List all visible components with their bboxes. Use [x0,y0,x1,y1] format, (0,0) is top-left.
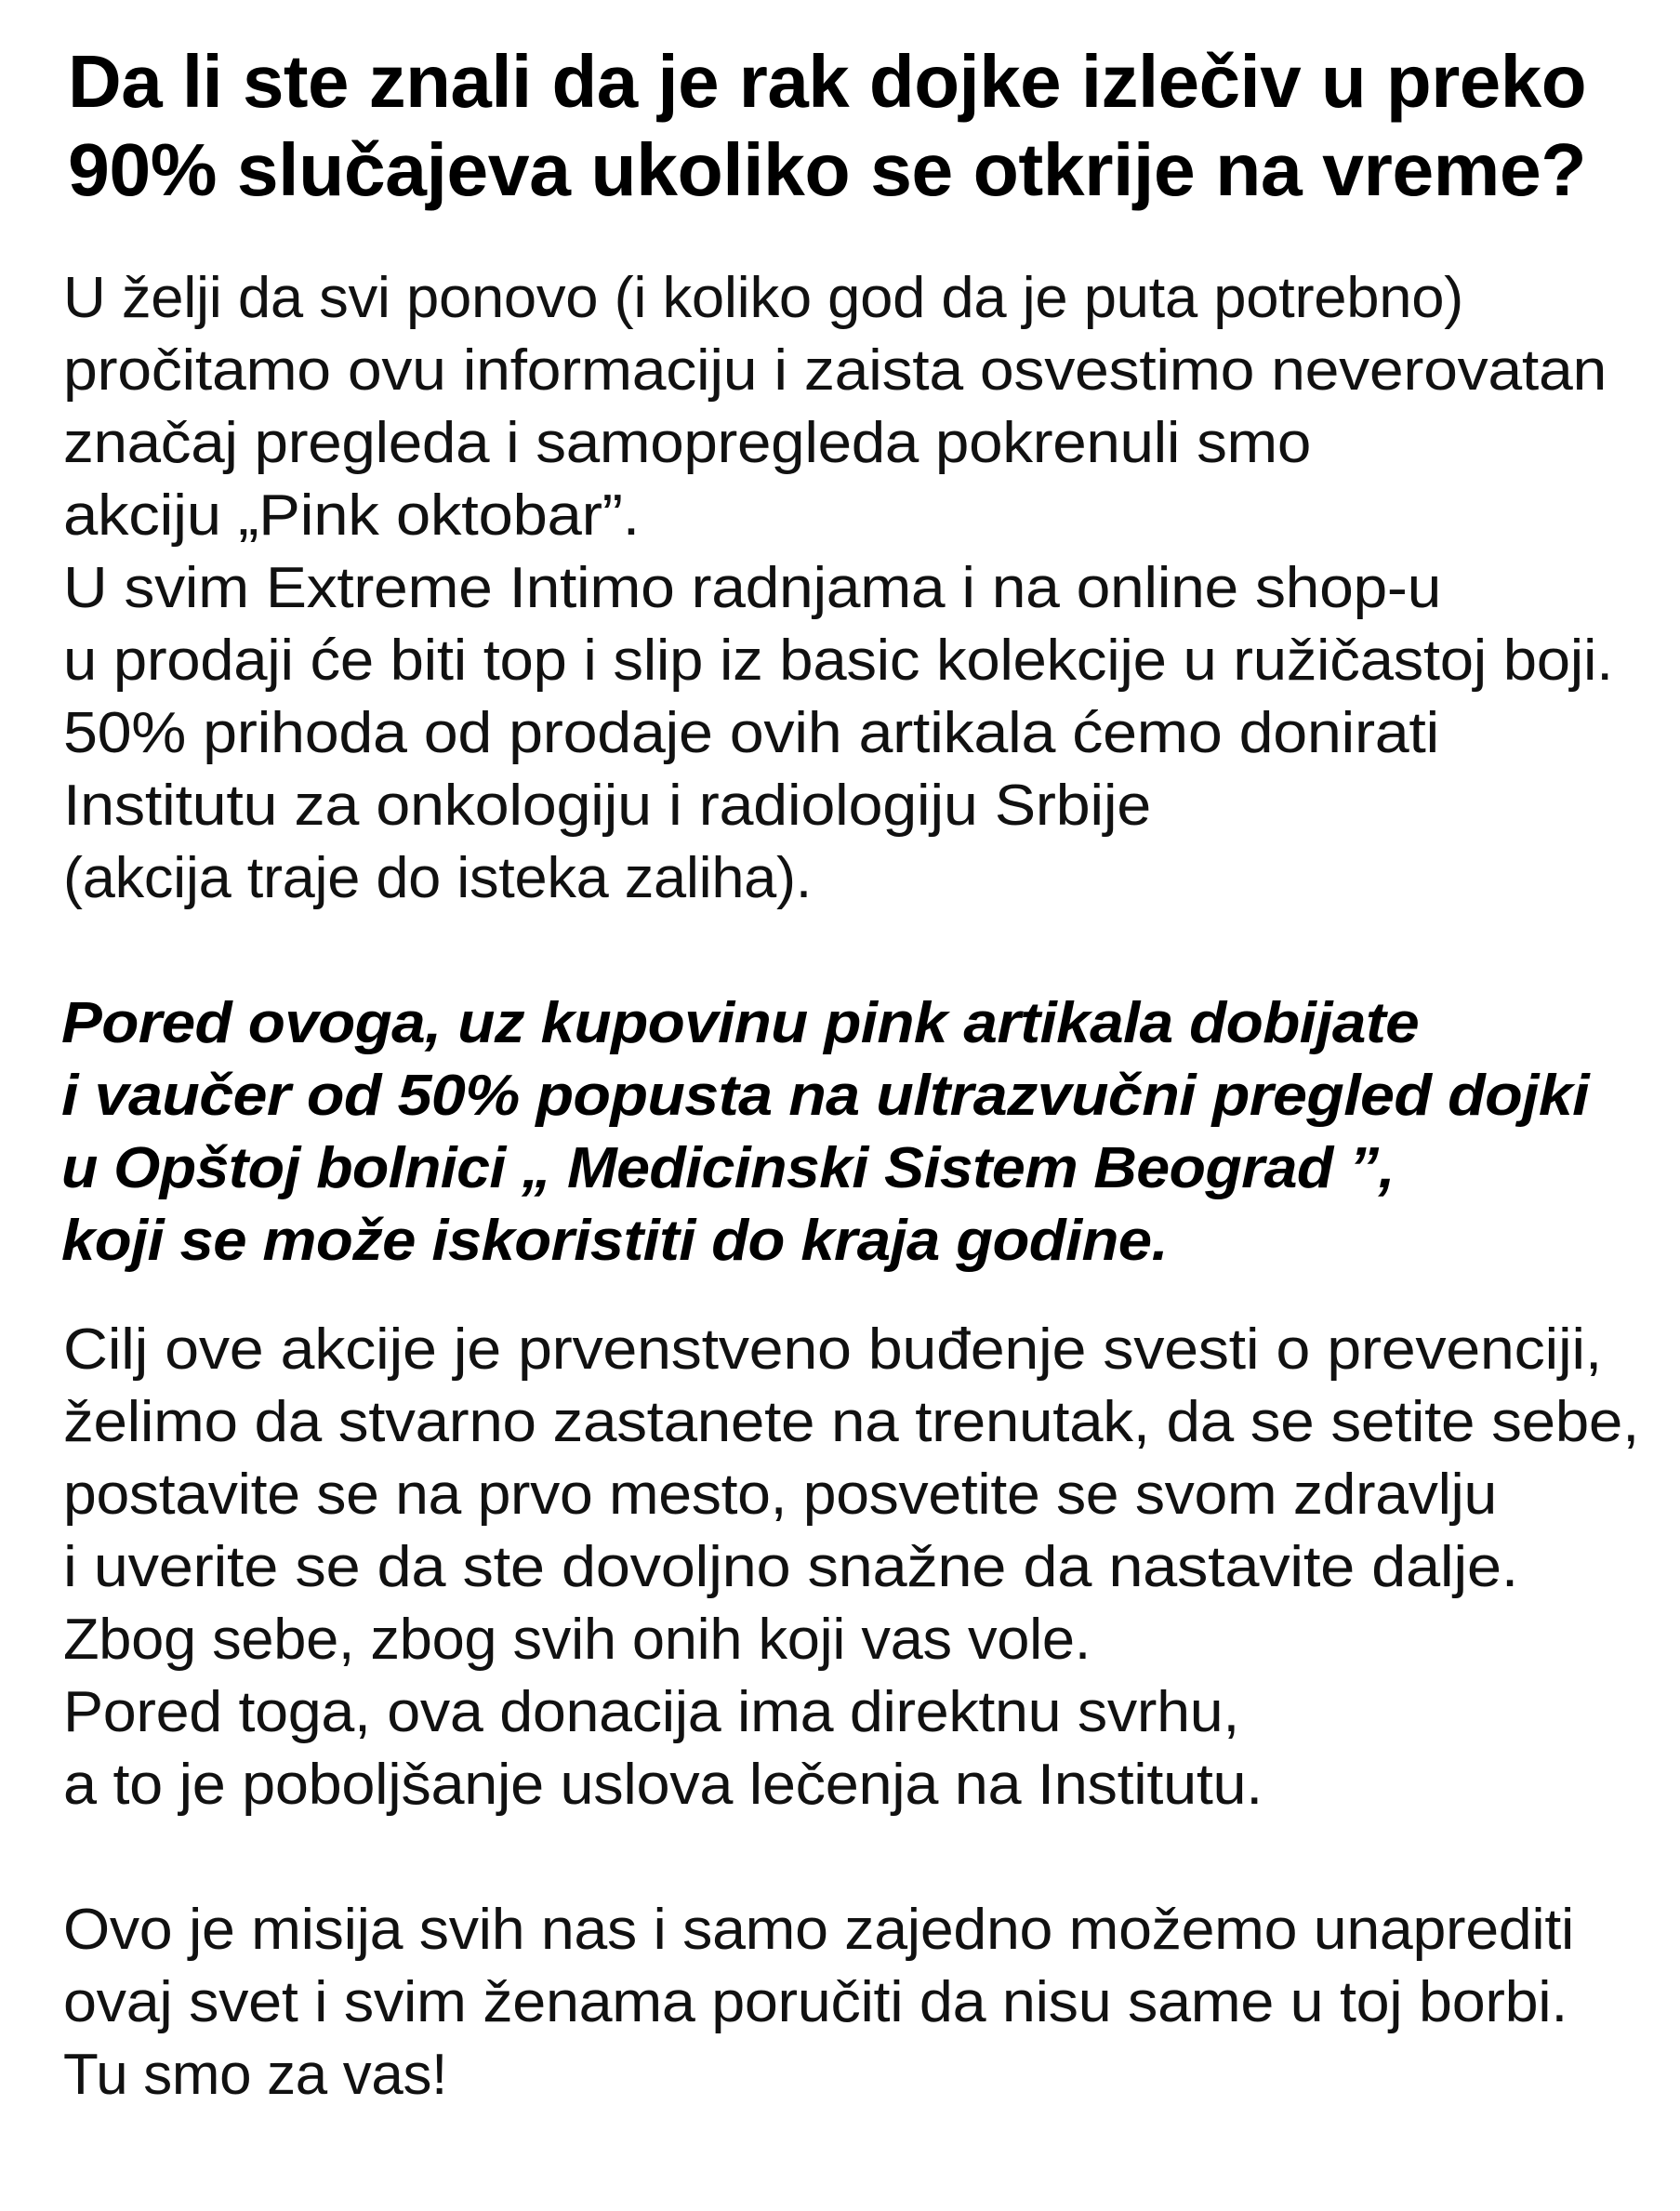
heading-line-2: 90% slučajeva ukoliko se otkrije na vreme? [68,128,1586,211]
paragraph-line: U svim Extreme Intimo radnjama i na online shop-u [63,556,1441,620]
paragraph-line: Tu smo za vas! [63,2043,447,2107]
paragraph-line: značaj pregleda i samopregleda pokrenuli smo [63,411,1311,475]
paragraph-line: Cilj ove akcije je prvenstveno buđenje svesti o prevenciji, [63,1317,1602,1382]
paragraph-line: pročitamo ovu informaciju i zaista osvestimo neverovatan [63,338,1607,403]
emphasis-line: u Opštoj bolnici „ Medicinski Sistem Beograd ”, [61,1136,1395,1200]
emphasis-line: koji se može iskoristiti do kraja godine. [61,1209,1168,1273]
paragraph-line: Ovo je misija svih nas i samo zajedno možemo unaprediti [63,1898,1574,1962]
paragraph-line: Zbog sebe, zbog svih onih koji vas vole. [63,1608,1091,1672]
emphasis-line: Pored ovoga, uz kupovinu pink artikala dobijate [61,991,1419,1055]
paragraph-line: Pored toga, ova donacija ima direktnu svrhu, [63,1680,1239,1744]
paragraph-line: akciju „Pink oktobar”. [63,483,640,548]
paragraph-line: postavite se na prvo mesto, posvetite se svom zdravlju [63,1463,1497,1527]
paragraph-line: Institutu za onkologiju i radiologiju Srbije [63,774,1151,838]
emphasis-line: i vaučer od 50% popusta na ultrazvučni pregled dojki [61,1064,1589,1128]
paragraph-line: u prodaji će biti top i slip iz basic kolekcije u ružičastoj boji. [63,629,1613,693]
paragraph-line: ovaj svet i svim ženama poručiti da nisu same u toj borbi. [63,1970,1568,2034]
paragraph-line: (akcija traje do isteka zaliha). [63,846,812,910]
heading-line-1: Da li ste znali da je rak dojke izlečiv u preko [68,40,1586,123]
paragraph-line: U želji da svi ponovo (i koliko god da je puta potrebno) [63,266,1463,330]
paragraph-line: a to je poboljšanje uslova lečenja na Institutu. [63,1753,1263,1817]
paragraph-line: i uverite se da ste dovoljno snažne da nastavite dalje. [63,1535,1518,1599]
paragraph-line: 50% prihoda od prodaje ovih artikala ćemo donirati [63,701,1439,765]
paragraph-line: želimo da stvarno zastanete na trenutak, da se setite sebe, [63,1390,1640,1454]
